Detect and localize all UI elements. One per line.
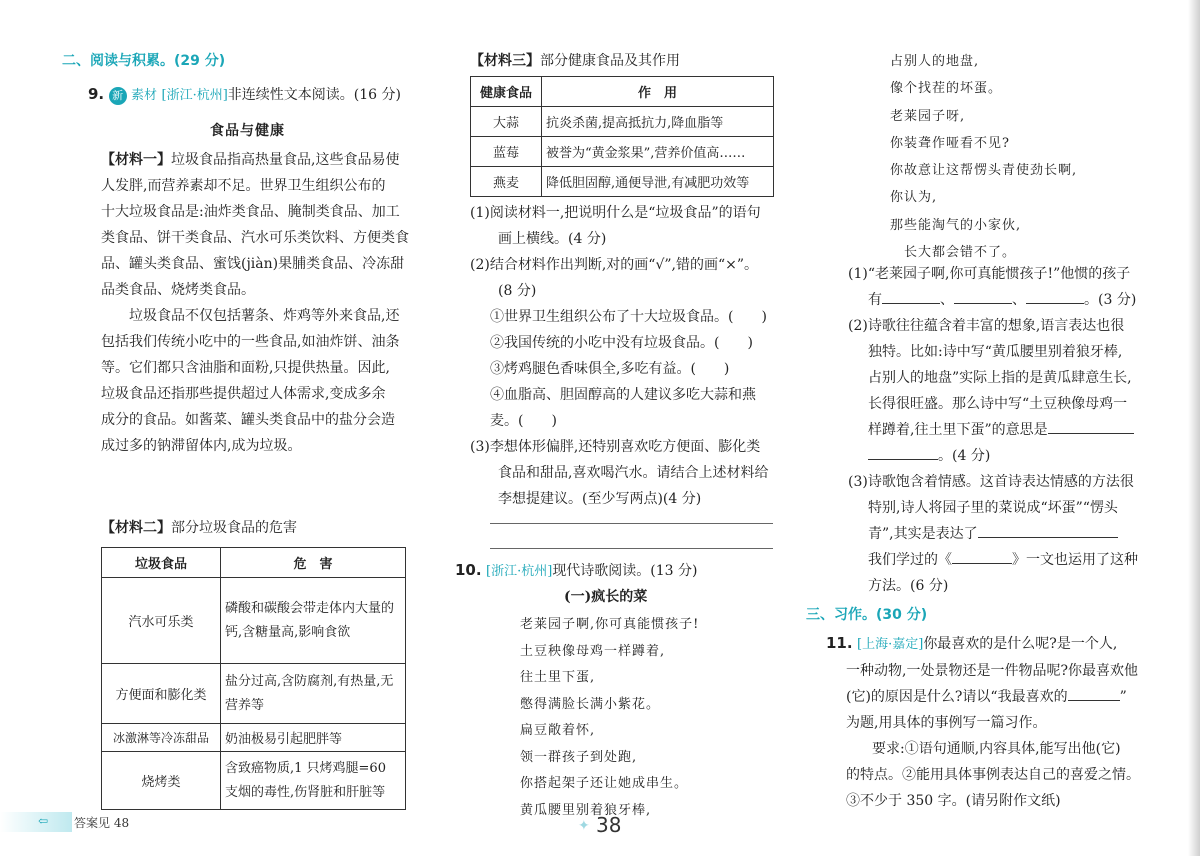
text-fragment: 、 bbox=[940, 292, 954, 308]
question-line: 画上横线。(4 分) bbox=[498, 231, 607, 247]
material-1-line: 等。它们都只含油脂和面粉,只提供热量。因此, bbox=[101, 360, 390, 376]
footer-strip bbox=[0, 812, 72, 832]
table-cell: 含致癌物质,1 只烤鸡腿=60 支烟的毒性,伤肾脏和肝脏等 bbox=[221, 752, 406, 810]
table-cell: 奶油极易引起肥胖等 bbox=[221, 724, 406, 752]
table-row bbox=[471, 167, 774, 197]
poem-body-continued bbox=[890, 48, 1077, 266]
poem-line: 扁豆敞着怀, bbox=[520, 723, 596, 738]
material-2-label: 【材料二】 bbox=[101, 520, 171, 536]
poem-line: 你搭起架子还让她成串生。 bbox=[520, 776, 689, 791]
table-header: 危 害 bbox=[221, 548, 406, 578]
table-header: 健康食品 bbox=[471, 77, 542, 107]
table-row bbox=[102, 752, 406, 810]
material-1-label: 【材料一】 bbox=[101, 152, 171, 168]
arrow-icon: ⇦ bbox=[38, 814, 49, 828]
material-1-line: 品类食品、烧烤类食品。 bbox=[101, 282, 255, 298]
new-badge-icon: 新 bbox=[109, 87, 127, 105]
table-header: 垃圾食品 bbox=[102, 548, 221, 578]
text-fragment: 青”,其实是表达了 bbox=[868, 526, 978, 542]
question-10-parts bbox=[848, 261, 1148, 599]
poem-line: 憋得满脸长满小紫花。 bbox=[520, 696, 661, 712]
question-9-instruction: 非连续性文本阅读。(16 分) bbox=[227, 87, 401, 103]
poem-line: 长大都会错不了。 bbox=[904, 245, 1017, 261]
section-3-title: 三、习作。(30 分) bbox=[806, 607, 928, 623]
table-row bbox=[102, 664, 406, 724]
material-1-line: 成分的食品。如酱菜、罐头类食品中的盐分会造 bbox=[101, 412, 395, 428]
page-number: 38 bbox=[596, 813, 622, 837]
question-line: 为题,用具体的事例写一篇习作。 bbox=[846, 715, 1047, 731]
material-2-title bbox=[101, 517, 297, 537]
question-line: 食品和甜品,喜欢喝汽水。请结合上述材料给 bbox=[498, 465, 769, 481]
table-row bbox=[471, 107, 774, 137]
question-10-instruction: 现代诗歌阅读。(13 分) bbox=[552, 563, 698, 579]
region-tag: [浙江·杭州] bbox=[161, 88, 228, 103]
question-9-title bbox=[88, 84, 401, 105]
question-line bbox=[848, 443, 1148, 469]
junk-food-harm-table bbox=[101, 547, 406, 810]
poem-title: (一)疯长的菜 bbox=[564, 589, 648, 605]
answer-blank[interactable] bbox=[868, 445, 938, 460]
table-row bbox=[102, 578, 406, 664]
region-tag: [浙江·杭州] bbox=[486, 564, 553, 579]
answer-reference: 答案见 48 bbox=[74, 816, 130, 830]
table-header: 作 用 bbox=[542, 77, 774, 107]
judgement-item: ③烤鸡腿色香味俱全,多吃有益。( ) bbox=[490, 361, 730, 377]
question-line: 特别,诗人将园子里的菜说成“坏蛋”“愣头 bbox=[868, 500, 1118, 516]
text-fragment: 你最喜欢的是什么呢?是一个人, bbox=[923, 636, 1118, 652]
material-1 bbox=[101, 147, 411, 459]
table-cell: 汽水可乐类 bbox=[102, 578, 221, 664]
question-11 bbox=[826, 630, 1146, 814]
table-row bbox=[471, 137, 774, 167]
judgement-item: ②我国传统的小吃中没有垃圾食品。( ) bbox=[490, 335, 753, 351]
answer-blank[interactable] bbox=[1026, 289, 1084, 304]
material-3-caption: 部分健康食品及其作用 bbox=[540, 53, 680, 69]
material-1-line: 成过多的钠滞留体内,成为垃圾。 bbox=[101, 438, 302, 454]
material-2-caption: 部分垃圾食品的危害 bbox=[171, 520, 297, 536]
table-cell: 磷酸和碳酸会带走体内大量的钙,含糖量高,影响食欲 bbox=[221, 578, 406, 664]
requirement-line: 的特点。②能用具体事例表达自己的喜爱之情。 bbox=[846, 767, 1140, 783]
poem-line: 占别人的地盘, bbox=[890, 54, 980, 69]
question-line: 长得很旺盛。那么诗中写“土豆秧像母鸡一 bbox=[868, 396, 1128, 412]
judgement-item: 麦。( ) bbox=[490, 413, 557, 429]
question-line: (8 分) bbox=[498, 283, 537, 299]
question-line: (3)诗歌饱含着情感。这首诗表达情感的方法很 bbox=[848, 474, 1134, 490]
question-line: (3)李想体形偏胖,还特别喜欢吃方便面、膨化类 bbox=[470, 439, 761, 455]
poem-line: 你装聋作哑看不见? bbox=[890, 135, 1010, 151]
poem-line: 你故意让这帮愣头青使劲长啊, bbox=[890, 163, 1078, 179]
text-fragment: ” bbox=[1119, 689, 1127, 705]
poem-line: 黄瓜腰里别着狼牙棒, bbox=[520, 802, 652, 818]
material-1-line: 垃圾食品不仅包括薯条、炸鸡等外来食品,还 bbox=[129, 308, 400, 324]
poem-line: 那些能淘气的小家伙, bbox=[890, 217, 1022, 233]
question-line: 李想提建议。(至少写两点)(4 分) bbox=[498, 491, 702, 507]
answer-blank[interactable] bbox=[1068, 686, 1120, 701]
text-fragment: 》一文也运用了这种 bbox=[1012, 552, 1138, 568]
table-row bbox=[102, 724, 406, 752]
judgement-item: ④血脂高、胆固醇高的人建议多吃大蒜和燕 bbox=[490, 387, 756, 403]
questions-9 bbox=[470, 200, 780, 512]
table-cell: 烧烤类 bbox=[102, 752, 221, 810]
table-cell: 抗炎杀菌,提高抵抗力,降血脂等 bbox=[542, 107, 774, 137]
question-line: 独特。比如:诗中写“黄瓜腰里别着狼牙棒, bbox=[868, 344, 1123, 360]
table-cell: 方便面和膨化类 bbox=[102, 664, 221, 724]
material-tag: 素材 bbox=[131, 88, 158, 103]
text-fragment: 。(4 分) bbox=[938, 448, 991, 464]
material-1-line: 品、罐头类食品、蜜饯(jiàn)果脯类食品、冷冻甜 bbox=[101, 256, 405, 272]
material-1-line: 人发胖,而营养素却不足。世界卫生组织公布的 bbox=[101, 178, 386, 194]
table-cell: 盐分过高,含防腐剂,有热量,无营养等 bbox=[221, 664, 406, 724]
question-9-number: 9. bbox=[88, 85, 105, 103]
healthy-food-table bbox=[470, 76, 774, 197]
material-1-line: 包括我们传统小吃中的一些食品,如油炸饼、油条 bbox=[101, 334, 400, 350]
question-line bbox=[848, 417, 1148, 443]
table-cell: 蓝莓 bbox=[471, 137, 542, 167]
answer-line[interactable] bbox=[490, 548, 773, 549]
answer-blank[interactable] bbox=[882, 289, 940, 304]
text-fragment: 、 bbox=[1012, 292, 1026, 308]
answer-blank[interactable] bbox=[954, 289, 1012, 304]
question-line: 占别人的地盘”实际上指的是黄瓜肆意生长, bbox=[868, 370, 1132, 386]
question-line bbox=[848, 521, 1148, 547]
text-fragment: 样蹲着,往土里下蛋”的意思是 bbox=[868, 422, 1048, 438]
table-cell: 大蒜 bbox=[471, 107, 542, 137]
poem-line: 你认为, bbox=[890, 190, 938, 206]
question-11-number: 11. bbox=[826, 634, 853, 652]
question-line bbox=[848, 547, 1148, 573]
question-line: 方法。(6 分) bbox=[868, 578, 949, 594]
material-1-line: 类食品、饼干类食品、汽水可乐类饮料、方便类食 bbox=[101, 230, 409, 246]
question-line bbox=[826, 684, 1146, 710]
question-line: 一种动物,一处景物还是一件物品呢?你最喜欢他 bbox=[846, 663, 1138, 679]
table-cell: 燕麦 bbox=[471, 167, 542, 197]
poem-line: 老莱园子呀, bbox=[890, 108, 966, 124]
text-fragment: 我们学过的《 bbox=[868, 552, 952, 568]
requirement-line: 要求:①语句通顺,内容具体,能写出他(它) bbox=[872, 741, 1121, 757]
question-line: (1)“老莱园子啊,你可真能惯孩子!”他惯的孩子 bbox=[848, 266, 1131, 282]
material-1-line: 垃圾食品还指那些提供超过人体需求,变成多余 bbox=[101, 386, 386, 402]
table-cell: 降低胆固醇,通便导泄,有减肥功效等 bbox=[542, 167, 774, 197]
poem-line: 像个找茬的坏蛋。 bbox=[890, 81, 1003, 97]
question-line: (2)诗歌往往蕴含着丰富的想象,语言表达也很 bbox=[848, 318, 1125, 334]
answer-blank[interactable] bbox=[978, 523, 1118, 538]
article-heading: 食品与健康 bbox=[210, 123, 285, 139]
material-3-label: 【材料三】 bbox=[470, 53, 540, 69]
question-line: (1)阅读材料一,把说明什么是“垃圾食品”的语句 bbox=[470, 205, 761, 221]
table-cell: 冰激淋等冷冻甜品 bbox=[102, 724, 221, 752]
page-edge bbox=[1188, 0, 1200, 856]
question-line: (2)结合材料作出判断,对的画“√”,错的画“×”。 bbox=[470, 257, 759, 273]
text-fragment: 有 bbox=[868, 292, 882, 308]
question-10-number: 10. bbox=[455, 561, 482, 579]
answer-blank[interactable] bbox=[1048, 419, 1134, 434]
material-3-title bbox=[470, 50, 680, 70]
requirement-line: ③不少于 350 字。(请另附作文纸) bbox=[846, 793, 1061, 809]
material-1-line: 垃圾食品指高热量食品,这些食品易使 bbox=[171, 152, 400, 168]
judgement-item: ①世界卫生组织公布了十大垃圾食品。( ) bbox=[490, 309, 767, 325]
text-fragment: (它)的原因是什么?请以“我最喜欢的 bbox=[846, 689, 1068, 705]
question-10-title bbox=[455, 560, 698, 580]
poem-body bbox=[520, 612, 699, 824]
section-2-title: 二、阅读与积累。(29 分) bbox=[62, 53, 226, 69]
page-ornament-icon: ✦ bbox=[578, 818, 590, 834]
poem-line: 土豆秧像母鸡一样蹲着, bbox=[520, 643, 666, 659]
table-cell: 被誉为“黄金浆果”,营养价值高…… bbox=[542, 137, 774, 167]
poem-line: 老莱园子啊,你可真能惯孩子! bbox=[520, 617, 700, 632]
answer-blank[interactable] bbox=[952, 549, 1012, 564]
poem-line: 领一群孩子到处跑, bbox=[520, 749, 638, 765]
material-1-line: 十大垃圾食品是:油炸类食品、腌制类食品、加工 bbox=[101, 204, 400, 220]
answer-line[interactable] bbox=[490, 523, 773, 524]
region-tag: [上海·嘉定] bbox=[857, 637, 924, 652]
poem-line: 往土里下蛋, bbox=[520, 670, 596, 685]
text-fragment: 。(3 分) bbox=[1084, 292, 1137, 308]
question-line bbox=[848, 287, 1148, 313]
